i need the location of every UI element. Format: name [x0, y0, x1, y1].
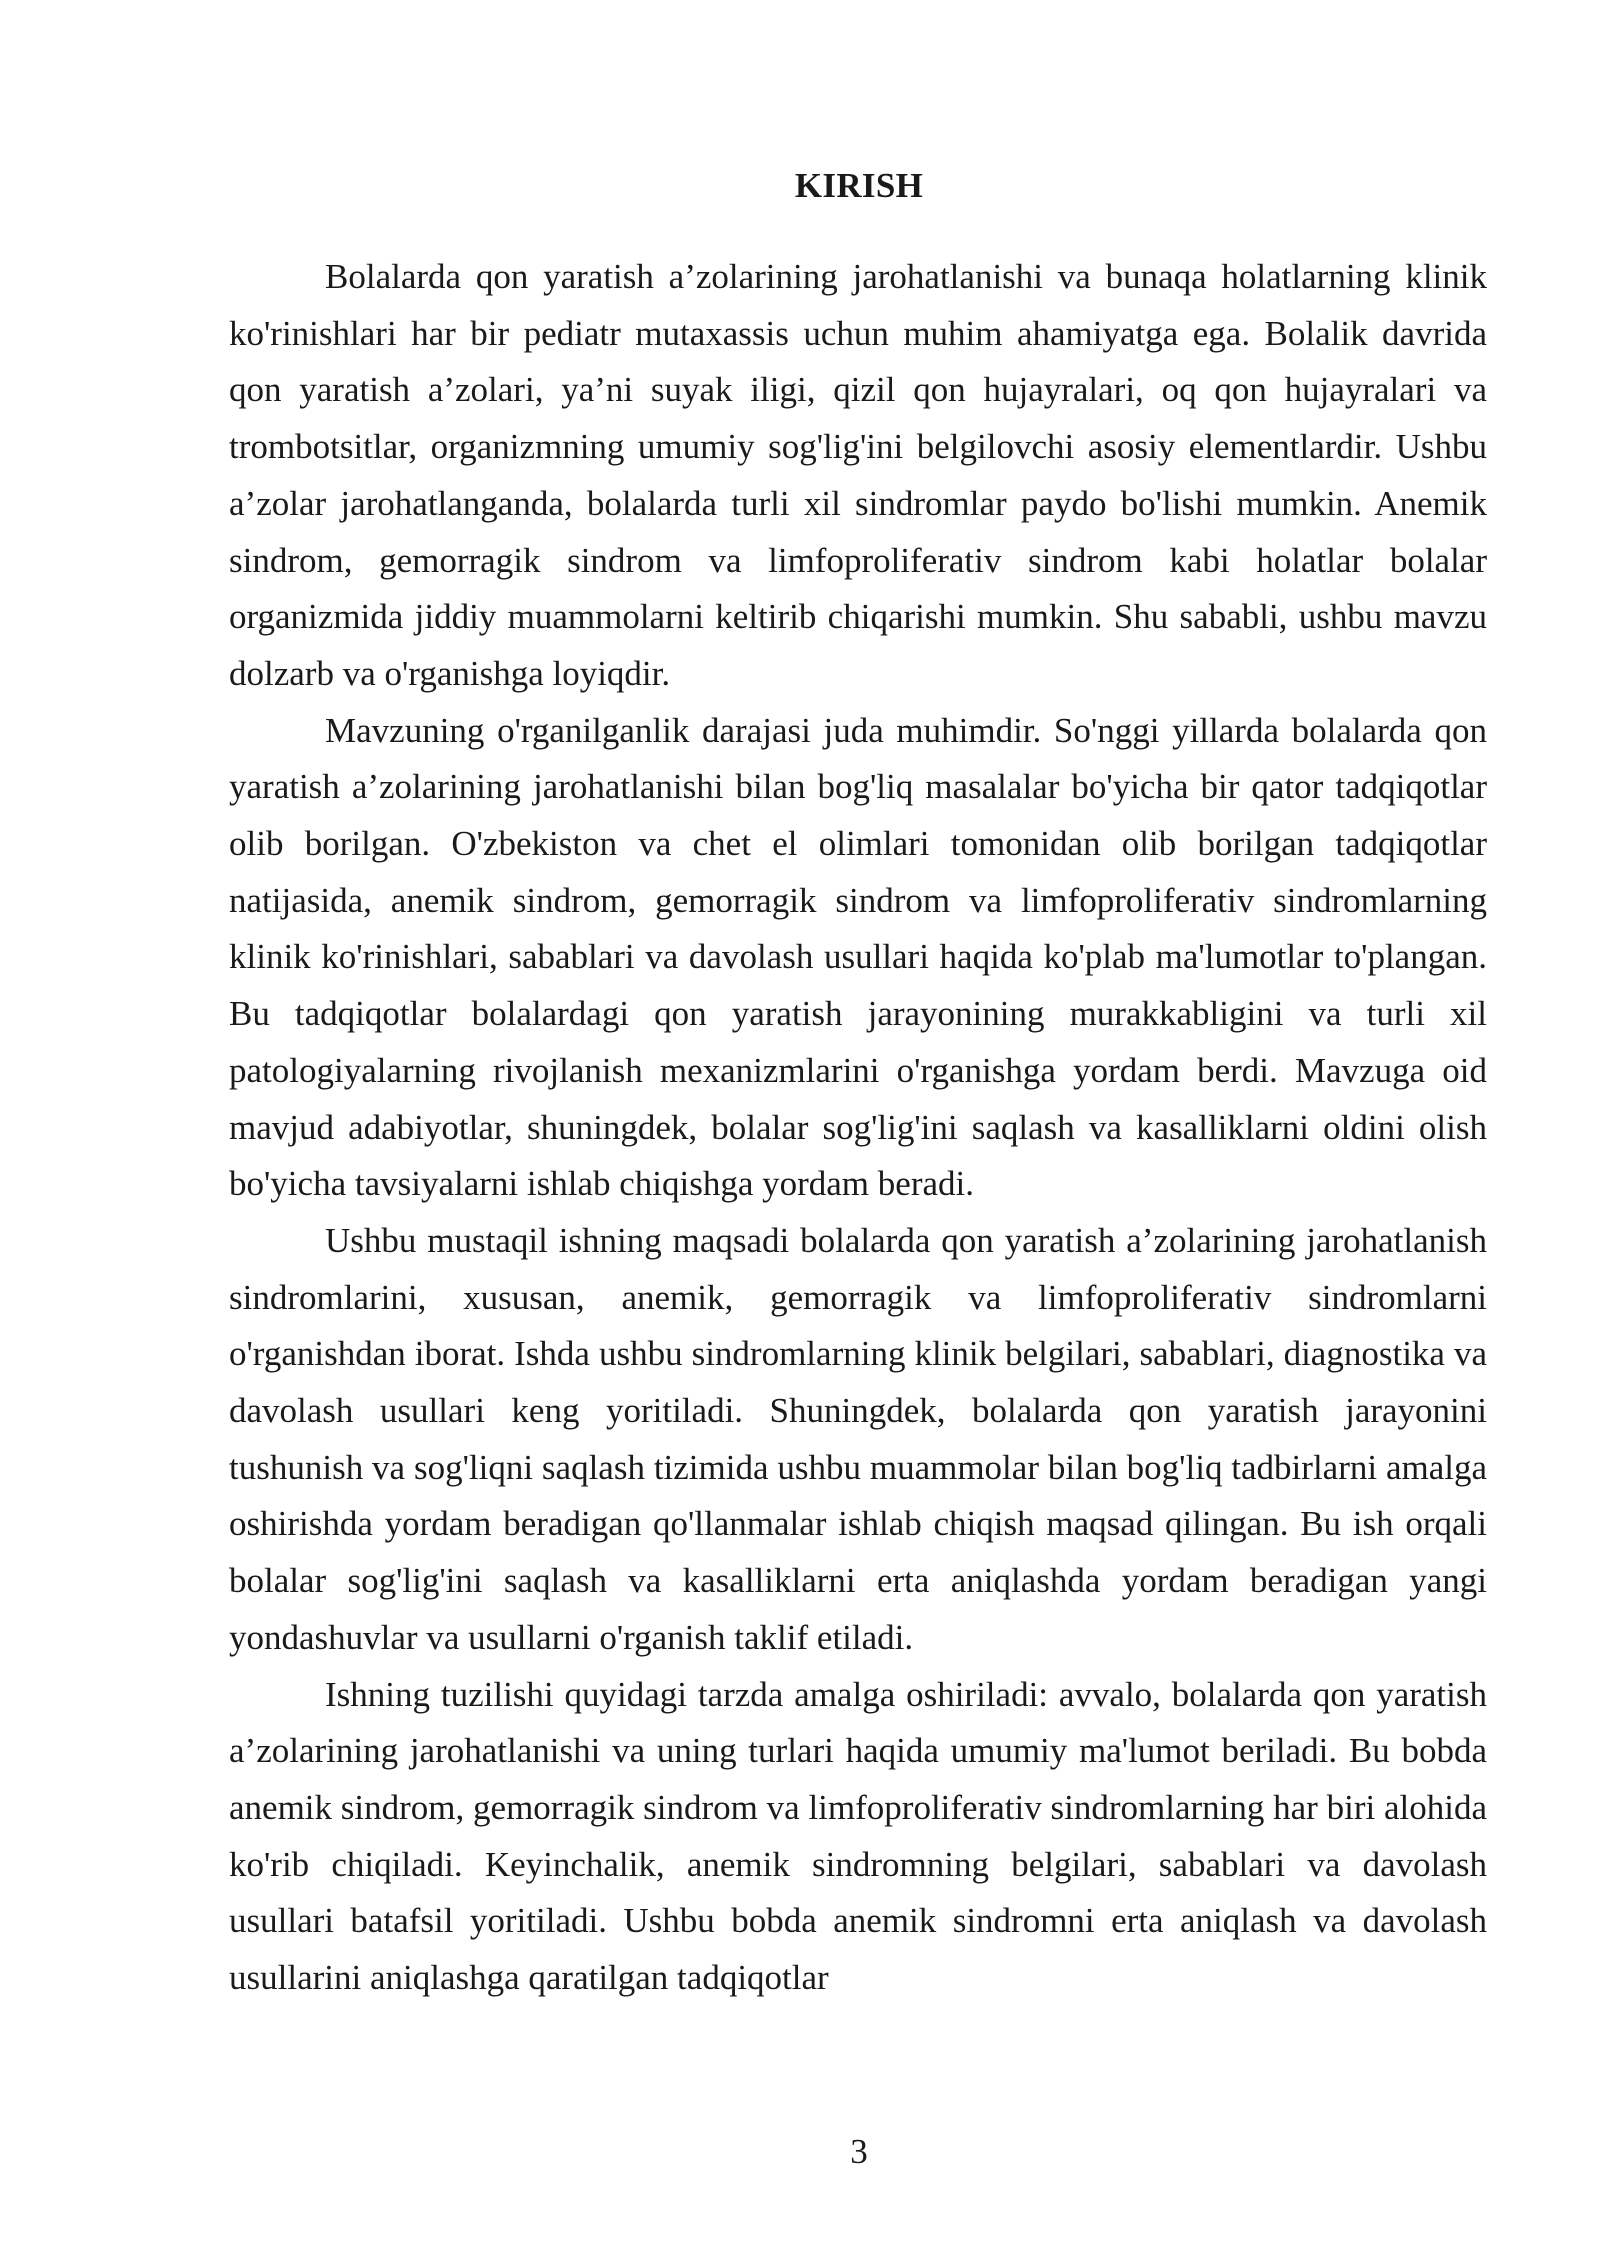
- paragraph-goal: Ushbu mustaqil ishning maqsadi bolalarda qon yaratish a’zolarining jarohatlanish sindromlarini, xususan, anemik, gemorragik va limfoproliferativ sindromlarni o'rganishdan iborat. Ishda ushbu sindromlarning klinik belgilari, sabablari, diagnostika va davolash usullari keng yoritiladi. Shuningdek, bolalarda qon yaratish jarayonini tushunish va sog'liqni saqlash tizimida ushbu muammolar bilan bog'liq tadbirlarni amalga oshirishda yordam beradigan qo'llanmalar ishlab chiqish maqsad qilingan. Bu ish orqali bolalar sog'lig'ini saqlash va kasalliklarni erta aniqlashda yordam beradigan yangi yondashuvlar va usullarni o'rganish taklif etiladi.: [229, 1220, 1487, 1657]
- body-text: [229, 249, 1487, 2007]
- page-title: KIRISH: [794, 166, 924, 205]
- paragraph-introduction: Bolalarda qon yaratish a’zolarining jarohatlanishi va bunaqa holatlarning klinik ko'rinishlari har bir pediatr mutaxassis uchun muhim ahamiyatga ega. Bolalik davrida qon yaratish a’zolari, ya’ni suyak iligi, qizil qon hujayralari, oq qon hujayralari va trombotsitlar, organizmning umumiy sog'lig'ini belgilovchi asosiy elementlardir. Ushbu a’zolar jarohatlanganda, bolalarda turli xil sindromlar paydo bo'lishi mumkin. Anemik sindrom, gemorragik sindrom va limfoproliferativ sindrom kabi holatlar bolalar organizmida jiddiy muammolarni keltirib chiqarishi mumkin. Shu sababli, ushbu mavzu dolzarb va o'rganishga loyiqdir.: [229, 257, 1487, 693]
- paragraph-study-level: Mavzuning o'rganilganlik darajasi juda muhimdir. So'nggi yillarda bolalarda qon yaratish a’zolarining jarohatlanishi bilan bog'liq masalalar bo'yicha bir qator tadqiqotlar olib borilgan. O'zbekiston va chet el olimlari tomonidan olib borilgan tadqiqotlar natijasida, anemik sindrom, gemorragik sindrom va limfoproliferativ sindromlarning klinik ko'rinishlari, sabablari va davolash usullari haqida ko'plab ma'lumotlar to'plangan. Bu tadqiqotlar bolalardagi qon yaratish jarayonining murakkabligini va turli xil patologiyalarning rivojlanish mexanizmlarini o'rganishga yordam berdi. Mavzuga oid mavjud adabiyotlar, shuningdek, bolalar sog'lig'ini saqlash va kasalliklarni oldini olish bo'yicha tavsiyalarni ishlab chiqishga yordam beradi.: [229, 710, 1487, 1204]
- page-number: 3: [850, 2132, 868, 2171]
- paragraph-structure: Ishning tuzilishi quyidagi tarzda amalga oshiriladi: avvalo, bolalarda qon yaratish a’zolarining jarohatlanishi va uning turlari haqida umumiy ma'lumot beriladi. Bu bobda anemik sindrom, gemorragik sindrom va limfoproliferativ sindromlarning har biri alohida ko'rib chiqiladi. Keyinchalik, anemik sindromning belgilari, sabablari va davolash usullari batafsil yoritiladi. Ushbu bobda anemik sindromni erta aniqlash va davolash usullarini aniqlashga qaratilgan tadqiqotlar: [229, 1674, 1487, 1998]
